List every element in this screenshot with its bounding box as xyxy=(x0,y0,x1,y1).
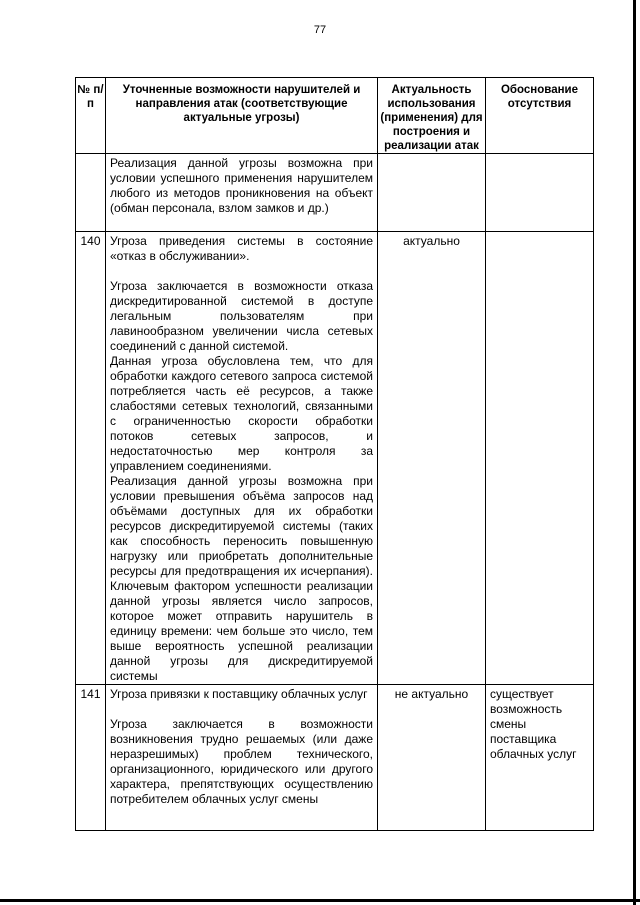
continuation-text: Реализация данной угрозы возможна при условии успешного применения нарушителем любого из методов проникновения на объект (обман персонала, взлом замков и др.) xyxy=(110,156,373,215)
header-number: № п/п xyxy=(76,78,106,154)
table-row xyxy=(76,232,594,685)
cell-justification: существует возможность смены поставщика облачных услуг xyxy=(486,685,594,831)
header-relevance: Актуальность использования (применения) для построения и реализации атак xyxy=(378,78,486,154)
threat-paragraph: Реализация данной угрозы возможна при условии превышения объёма запросов над объёмами доступных для их обработки ресурсов дискредитируемой системы (таких как способность переносить повышенную нагрузку или приобретать дополнительные ресурсы для предотвращения их исчерпания). Ключевым фактором успешности реализации данной угрозы является число запросов, которое может отправить нарушитель в единицу времени: чем больше это число, тем выше вероятность успешной реализации данной угрозы для дискредитируемой системы xyxy=(110,474,373,683)
cell-number: 141 xyxy=(76,685,106,831)
cell-description xyxy=(106,232,378,685)
threat-paragraph: Данная угроза обусловлена тем, что для обработки каждого сетевого запроса системой потребляется часть её ресурсов, а также слабостями сетевых технологий, связанными с ограниченностью скорости обработки потоков сетевых запросов, и недостаточностью мер контроля за управлением соединениями. xyxy=(110,354,373,473)
threat-paragraph: Угроза заключается в возможности отказа дискредитированной системой в доступе легальным пользователям при лавинообразном увеличении числа сетевых соединений с данной системой. xyxy=(110,279,373,353)
scan-border-right xyxy=(633,0,636,905)
cell-description xyxy=(106,154,378,232)
table-row xyxy=(76,154,594,232)
cell-relevance: актуально xyxy=(378,232,486,685)
cell-number xyxy=(76,154,106,232)
cell-justification xyxy=(486,232,594,685)
cell-description xyxy=(106,685,378,831)
cell-relevance xyxy=(378,154,486,232)
cell-justification xyxy=(486,154,594,232)
cell-relevance: не актуально xyxy=(378,685,486,831)
table-row xyxy=(76,685,594,831)
header-description: Уточненные возможности нарушителей и направления атак (соответствующие актуальные угрозы) xyxy=(106,78,378,154)
scan-border-bottom xyxy=(0,899,640,902)
cell-number: 140 xyxy=(76,232,106,685)
threat-table xyxy=(75,77,594,831)
header-justification: Обоснование отсутствия xyxy=(486,78,594,154)
threat-title: Угроза приведения системы в состояние «отказ в обслуживании». xyxy=(110,234,373,263)
threat-paragraph: Угроза заключается в возможности возникновения трудно решаемых (или даже неразрешимых) проблем технического, организационного, юридического или другого характера, препятствующих осуществлению потребителем облачных услуг смены xyxy=(110,717,373,806)
threat-title: Угроза привязки к поставщику облачных услуг xyxy=(110,687,368,701)
page-number: 77 xyxy=(313,24,327,36)
table-header-row xyxy=(76,78,594,154)
